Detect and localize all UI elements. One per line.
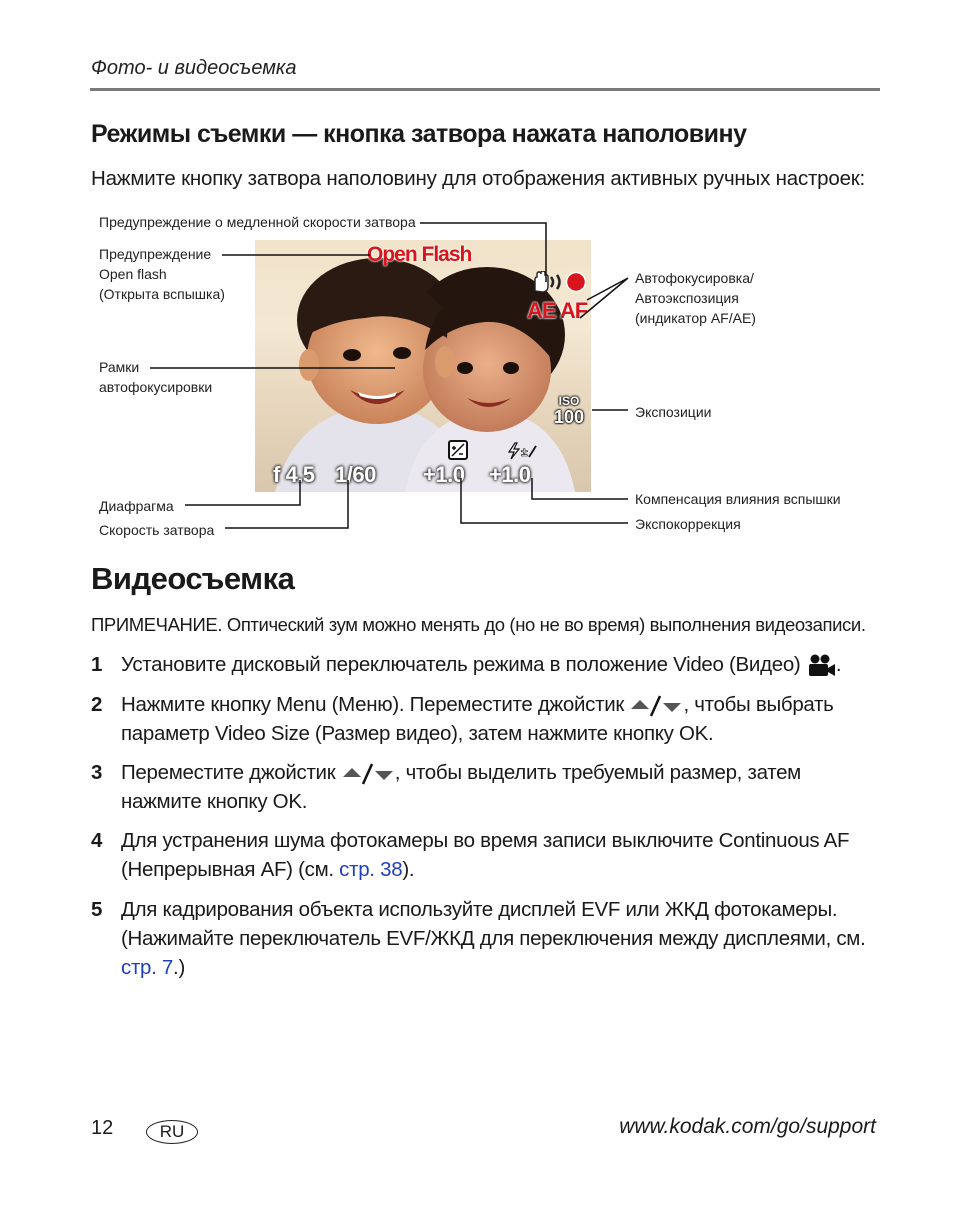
step-text: Для устранения шума фотокамеры во время записи выключите Continuous AF (Непрерывная AF) (см. xyxy=(121,829,850,881)
step-text-post: , чтобы выбрать параметр Video Size (Размер видео), затем нажмите кнопку OK. xyxy=(121,693,834,745)
step-number: 1 xyxy=(91,653,103,676)
running-head: Фото- и видеосъемка xyxy=(91,57,297,79)
label-exposure: Экспозиции xyxy=(635,404,712,420)
support-url[interactable]: www.kodak.com/go/support xyxy=(619,1115,876,1138)
step-number: 5 xyxy=(91,898,103,921)
video-section-title: Видеосъемка xyxy=(91,561,295,596)
label-open-flash-line2: Open flash xyxy=(99,266,167,282)
step-text-post: , чтобы выделить требуемый размер, затем нажмите кнопку OK. xyxy=(121,761,801,813)
overlay-open-flash: Open Flash xyxy=(367,243,472,266)
callout-lines xyxy=(0,0,954,560)
step-text-post: .) xyxy=(173,956,185,979)
page-link[interactable]: стр. 38 xyxy=(339,858,403,881)
step-text: Для кадрирования объекта используйте дисплей EVF или ЖКД фотокамеры. (Нажимайте переключатель EVF/ЖКД для переключения между дисплеями, см. xyxy=(121,898,866,950)
step-text: Нажмите кнопку Menu (Меню). Переместите джойстик xyxy=(121,693,625,716)
page-link[interactable]: стр. 7 xyxy=(121,956,174,979)
step-text: Переместите джойстик xyxy=(121,761,336,784)
label-open-flash-line3: (Открыта вспышка) xyxy=(99,286,225,302)
step-text: Установите дисковый переключатель режима в положение Video (Видео) xyxy=(121,653,801,676)
label-exp-comp: Экспокоррекция xyxy=(635,516,741,532)
overlay-ae-af: AE AF xyxy=(527,298,588,323)
label-flash-comp: Компенсация влияния вспышки xyxy=(635,491,841,507)
label-af-frames-line2: автофокусировки xyxy=(99,379,213,395)
overlay-exp-comp: +1.0 xyxy=(423,462,465,487)
step-number: 3 xyxy=(91,761,103,784)
step-3 xyxy=(91,758,881,816)
label-af-ae-line2: Автоэкспозиция xyxy=(635,290,739,306)
label-open-flash-line1: Предупреждение xyxy=(99,246,212,262)
label-shutter-speed: Скорость затвора xyxy=(99,522,215,538)
label-af-frames-line1: Рамки xyxy=(99,359,140,375)
video-note: ПРИМЕЧАНИЕ. Оптический зум можно менять до (но не во время) выполнения видеозаписи. xyxy=(91,614,866,635)
step-number: 4 xyxy=(91,829,103,852)
label-af-ae-line1: Автофокусировка/ xyxy=(635,270,754,286)
language-badge: RU xyxy=(146,1120,198,1144)
overlay-shutter: 1/60 xyxy=(335,462,376,487)
step-2 xyxy=(91,690,881,748)
overlay-flash-comp: +1.0 xyxy=(489,462,531,487)
label-slow-shutter: Предупреждение о медленной скорости затвора xyxy=(99,214,416,230)
step-text-post: ). xyxy=(402,858,415,881)
step-4 xyxy=(91,826,881,884)
overlay-iso-label: ISO xyxy=(558,394,580,408)
video-camera-icon xyxy=(806,654,836,678)
joystick-up-down-icon xyxy=(629,694,683,718)
overlay-iso-value: 100 xyxy=(553,407,585,427)
joystick-up-down-icon xyxy=(341,762,395,786)
page-number: 12 xyxy=(91,1117,114,1139)
step-1 xyxy=(91,650,881,679)
label-af-ae-line3: (индикатор AF/AE) xyxy=(635,310,756,326)
step-number: 2 xyxy=(91,693,103,716)
step-5 xyxy=(91,895,881,982)
step-text-end: . xyxy=(835,653,842,676)
label-aperture: Диафрагма xyxy=(99,498,174,514)
overlay-aperture: f 4.5 xyxy=(273,462,315,487)
section-title: Режимы съемки — кнопка затвора нажата наполовину xyxy=(91,120,747,148)
svg-text:±: ± xyxy=(521,445,528,459)
section-intro: Нажмите кнопку затвора наполовину для отображения активных ручных настроек: xyxy=(91,167,866,190)
